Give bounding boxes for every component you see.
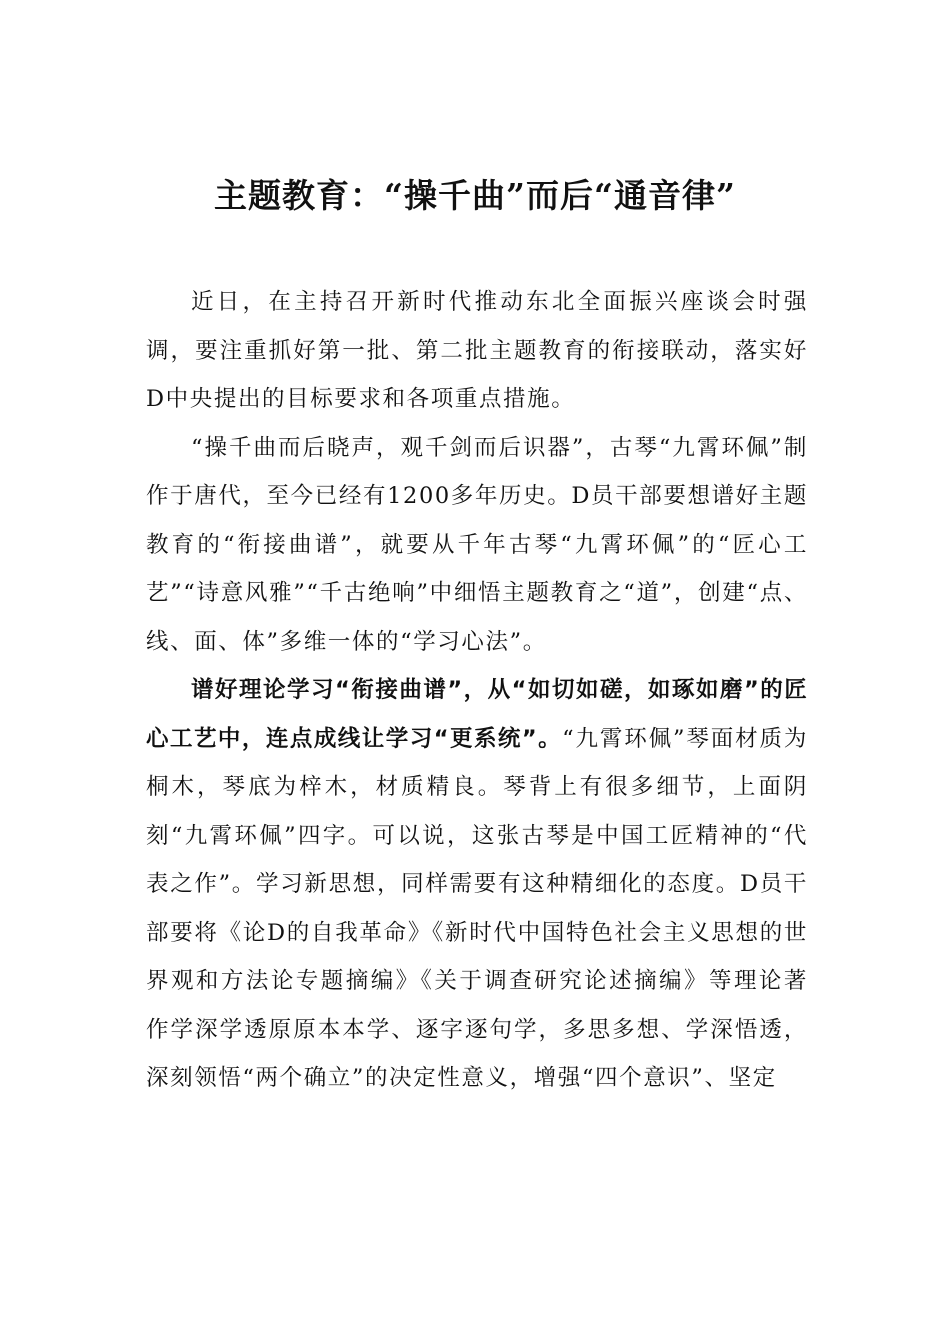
document-body — [146, 278, 808, 1103]
paragraph-1-text: 近日，在主持召开新时代推动东北全面振兴座谈会时强调，要注重抓好第一批、第二批主题教育的衔接联动，落实好D中央提出的目标要求和各项重点措施。 — [146, 289, 808, 412]
paragraph-3-lead: 谱好理论学习“衔接曲谱”，从“如切如磋，如琢如磨”的匠心工艺中，连点成线让学习“更系统”。 — [146, 677, 808, 752]
document-title: 主题教育：“操千曲”而后“通音律” — [214, 176, 736, 215]
paragraph-1 — [146, 278, 808, 424]
paragraph-2 — [146, 424, 808, 667]
paragraph-3 — [146, 666, 808, 1103]
paragraph-2-text: “操千曲而后晓声，观千剑而后识器”，古琴“九霄环佩”制作于唐代，至今已经有1200多年历史。D员干部要想谱好主题教育的“衔接曲谱”，就要从千年古琴“九霄环佩”的“匠心工艺”“诗意风雅”“千古绝响”中细悟主题教育之“道”，创建“点、线、面、体”多维一体的“学习心法”。 — [146, 434, 808, 655]
paragraph-3-text: “九霄环佩”琴面材质为桐木，琴底为梓木，材质精良。琴背上有很多细节，上面阴刻“九霄环佩”四字。可以说，这张古琴是中国工匠精神的“代表之作”。学习新思想，同样需要有这种精细化的态度。D员干部要将《论D的自我革命》《新时代中国特色社会主义思想的世界观和方法论专题摘编》《关于调查研究论述摘编》等理论著作学深学透原原本本学、逐字逐句学，多思多想、学深悟透，深刻领悟“两个确立”的决定性意义，增强“四个意识”、坚定 — [146, 725, 808, 1091]
